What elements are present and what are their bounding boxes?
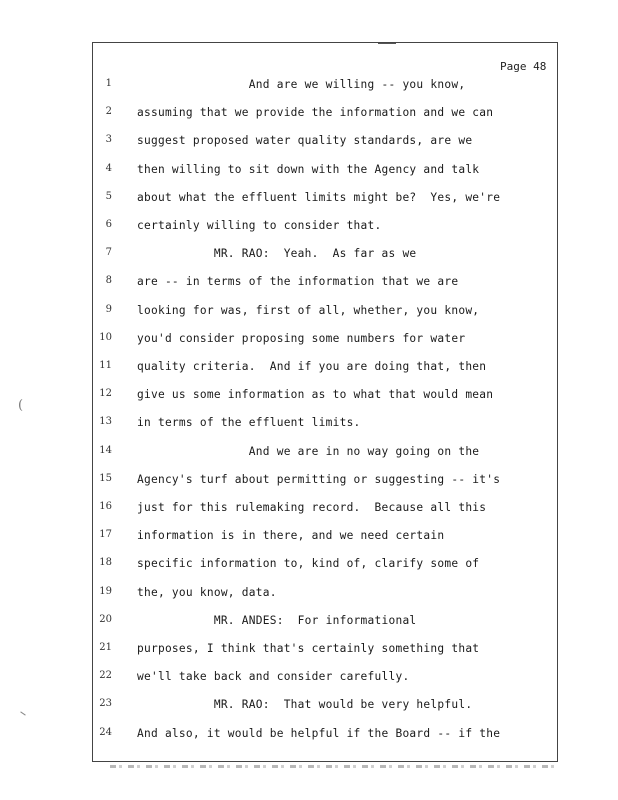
line-number: 15 [99, 472, 112, 484]
transcript-line: purposes, I think that's certainly something that [137, 642, 480, 655]
line-number: 11 [99, 360, 112, 371]
margin-tick-mark [20, 711, 25, 715]
line-number: 13 [99, 416, 112, 428]
line-number: 18 [99, 557, 112, 569]
transcript-line: about what the effluent limits might be? Yes, we're [137, 190, 501, 204]
transcript-line: quality criteria. And if you are doing that, then [137, 360, 487, 373]
transcript-line: specific information to, kind of, clarify some of [137, 557, 480, 571]
line-number: 17 [99, 529, 112, 541]
line-number: 3 [105, 134, 112, 146]
transcript-line: information is in there, and we need certain [137, 529, 445, 543]
line-number: 20 [99, 613, 112, 625]
transcript-line: assuming that we provide the information and we can [137, 106, 494, 120]
line-number: 9 [105, 303, 112, 315]
transcript-line: certainly willing to consider that. [137, 219, 382, 232]
transcript-line: we'll take back and consider carefully. [137, 670, 410, 684]
transcript-line: are -- in terms of the information that we are [137, 275, 459, 289]
transcript-line: looking for was, first of all, whether, you know, [137, 303, 480, 317]
footer-scan-strip [110, 765, 558, 768]
line-number: 22 [99, 670, 112, 682]
line-number: 7 [105, 247, 112, 259]
top-edge-mark [378, 43, 396, 44]
transcript-line: suggest proposed water quality standards, are we [137, 134, 473, 148]
line-number: 19 [99, 585, 112, 597]
transcript-line: And are we willing -- you know, [137, 78, 466, 91]
page-number: Page 48 [500, 60, 547, 73]
transcript-line: MR. ANDES: For informational [137, 613, 417, 627]
transcript-line: And we are in no way going on the [137, 444, 480, 458]
transcript-line: just for this rulemaking record. Because all this [137, 501, 487, 514]
line-number: 12 [99, 388, 112, 400]
transcript-line: Agency's turf about permitting or suggesting -- it's [137, 472, 501, 486]
transcript-line: MR. RAO: That would be very helpful. [137, 698, 473, 712]
line-number: 14 [99, 444, 112, 456]
transcript-line: in terms of the effluent limits. [137, 416, 361, 430]
line-number: 10 [99, 331, 112, 343]
line-number: 24 [99, 726, 112, 738]
transcript-line: And also, it would be helpful if the Board -- if the [137, 726, 501, 740]
transcript-line: MR. RAO: Yeah. As far as we [137, 247, 417, 261]
line-number: 16 [99, 501, 112, 512]
line-number: 4 [105, 162, 112, 174]
transcript-line: you'd consider proposing some numbers for water [137, 331, 466, 345]
transcript-line: the, you know, data. [137, 585, 277, 599]
line-number: 21 [99, 642, 112, 653]
line-number: 2 [105, 106, 112, 118]
line-number: 5 [105, 190, 112, 202]
line-number: 23 [99, 698, 112, 710]
margin-bracket-mark: ( [18, 398, 24, 413]
transcript-line: give us some information as to what that would mean [137, 388, 494, 402]
transcript-line: then willing to sit down with the Agency and talk [137, 162, 480, 176]
line-number: 1 [105, 78, 112, 89]
line-number: 6 [105, 219, 112, 230]
line-number: 8 [105, 275, 112, 287]
